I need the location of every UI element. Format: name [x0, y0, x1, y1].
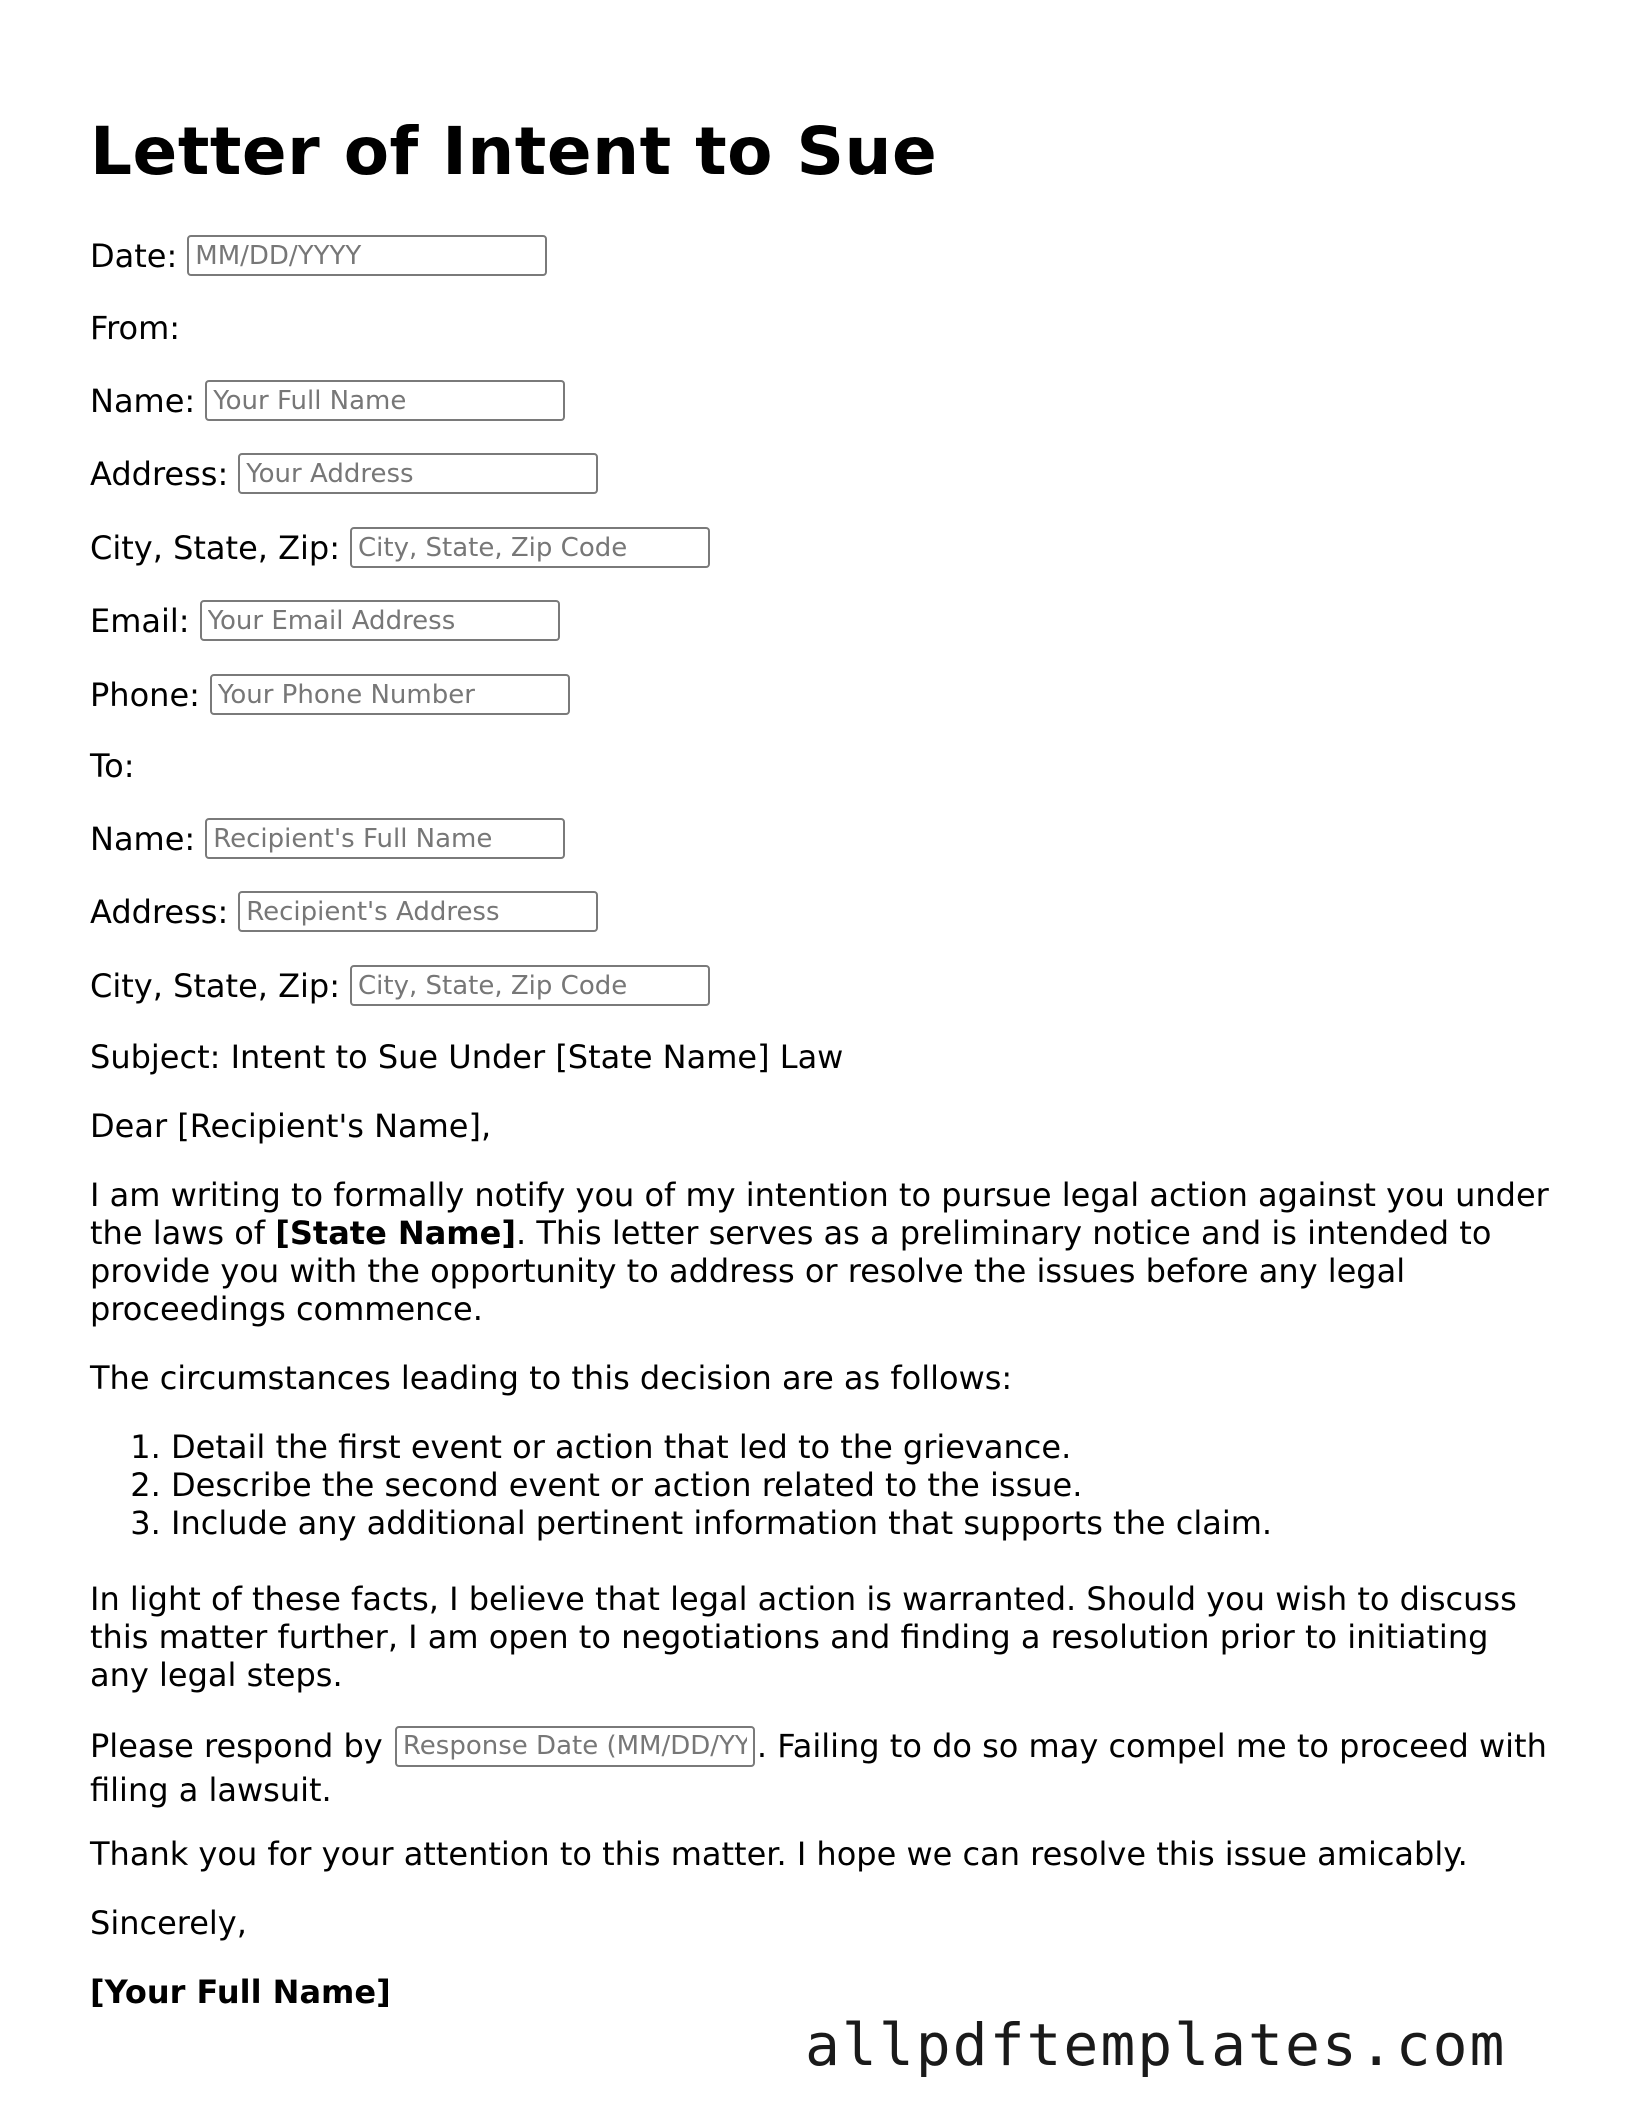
from-phone-label: Phone: — [90, 675, 200, 714]
respond-text-after: . Failing to do so may compel me to proceed with filing a lawsuit. — [90, 1727, 1547, 1809]
page-title: Letter of Intent to Sue — [90, 113, 938, 190]
to-name-label: Name: — [90, 819, 196, 858]
to-name-input[interactable] — [205, 818, 565, 859]
closing: Sincerely, — [90, 1904, 247, 1942]
to-city-label: City, State, Zip: — [90, 966, 341, 1005]
from-phone-input[interactable] — [210, 674, 570, 715]
list-item: 2. Describe the second event or action related to the issue. — [171, 1466, 1272, 1504]
from-city-input[interactable] — [350, 527, 710, 568]
signature: [Your Full Name] — [90, 1973, 391, 2011]
to-address-input[interactable] — [238, 891, 598, 932]
date-label: Date: — [90, 236, 178, 275]
intro-state-name: [State Name] — [275, 1214, 516, 1252]
from-name-input[interactable] — [205, 380, 565, 421]
to-name-row — [90, 818, 565, 859]
from-email-row — [90, 600, 560, 641]
watermark: allpdftemplates.com — [805, 2011, 1507, 2079]
to-address-label: Address: — [90, 892, 229, 931]
from-email-label: Email: — [90, 601, 190, 640]
conclusion-paragraph: In light of these facts, I believe that legal action is warranted. Should you wish to discuss this matter further, I am open to negotiations and finding a resolution prior to initiating any legal steps. — [90, 1580, 1517, 1694]
intro-text-before: I am writing to formally notify you of my intention to pursue legal action against you under the laws of — [90, 1176, 1549, 1252]
to-city-row — [90, 965, 710, 1006]
thanks-paragraph: Thank you for your attention to this matter. I hope we can resolve this issue amicably. — [90, 1835, 1468, 1873]
response-date-input[interactable] — [395, 1726, 755, 1767]
list-item: 3. Include any additional pertinent information that supports the claim. — [171, 1504, 1272, 1542]
from-city-label: City, State, Zip: — [90, 528, 341, 567]
salutation: Dear [Recipient's Name], — [90, 1107, 492, 1145]
respond-paragraph — [90, 1725, 1550, 1811]
circumstances-intro: The circumstances leading to this decision are as follows: — [90, 1359, 1013, 1397]
date-input[interactable] — [187, 235, 547, 276]
to-address-row — [90, 891, 598, 932]
from-name-row — [90, 380, 565, 421]
from-email-input[interactable] — [200, 600, 560, 641]
respond-text-before: Please respond by — [90, 1727, 383, 1765]
intro-text-after: . This letter serves as a preliminary notice and is intended to provide you with the opportunity to address or resolve the issues before any legal proceedings commence. — [90, 1214, 1492, 1328]
circumstances-list — [90, 1428, 1272, 1542]
date-row — [90, 235, 547, 276]
intro-paragraph — [90, 1176, 1550, 1328]
from-heading: From: — [90, 309, 181, 347]
from-phone-row — [90, 674, 570, 715]
from-address-label: Address: — [90, 454, 229, 493]
from-address-row — [90, 453, 598, 494]
to-city-input[interactable] — [350, 965, 710, 1006]
from-name-label: Name: — [90, 381, 196, 420]
from-address-input[interactable] — [238, 453, 598, 494]
subject-line: Subject: Intent to Sue Under [State Name] Law — [90, 1038, 844, 1076]
to-heading: To: — [90, 747, 135, 785]
from-city-row — [90, 527, 710, 568]
list-item: 1. Detail the first event or action that led to the grievance. — [171, 1428, 1272, 1466]
